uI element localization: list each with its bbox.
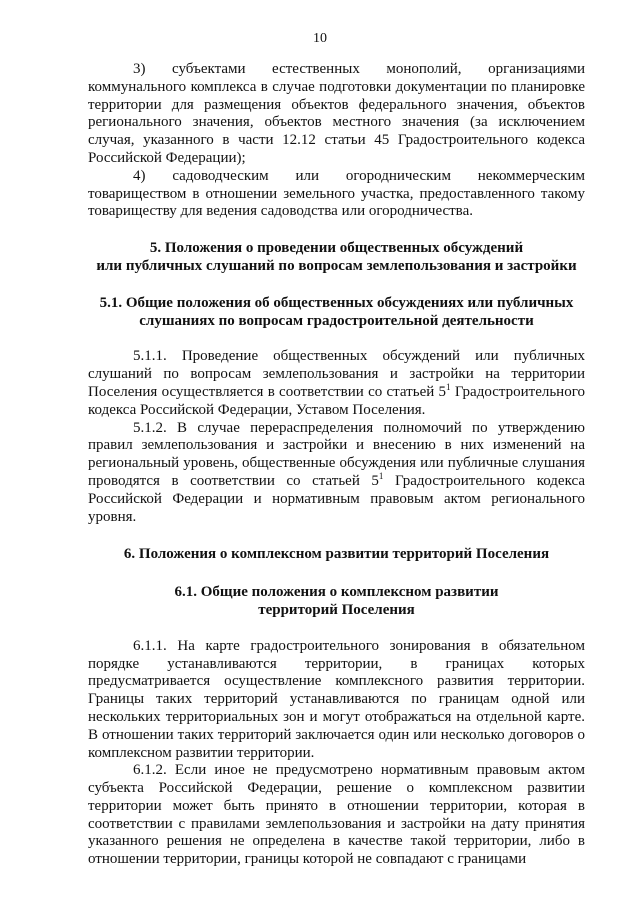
section-6-1-heading <box>88 584 585 620</box>
paragraph-5-1-2-tail: Градостроительного кодекса Российской Федерации и нормативным правовым актом регионального уровня. <box>88 472 585 525</box>
paragraph-6-1-2: 6.1.2. Если иное не предусмотрено нормативным правовым актом субъекта Российской Федерации, решение о комплексном развитии территории может быть принято в отношении территории, которая в соответствии с правилами землепользования и застройки на дату принятия указанного решения не определена в качестве такой территории, либо в отношении территории, границы которой не совпадают с границами <box>88 762 585 868</box>
section-5-1-heading-line-1: 5.1. Общие положения об общественных обсуждениях или публичных <box>99 294 574 311</box>
section-6-heading: 6. Положения о комплексном развитии территорий Поселения <box>123 546 550 563</box>
paragraph-5-1-1 <box>88 348 585 419</box>
section-6-1-heading-line-2: территорий Поселения <box>258 601 415 618</box>
paragraph-item-3: 3) субъектами естественных монополий, организациями коммунального комплекса в случае подготовки документации по планировке территории для размещения объектов федерального значения, объектов регионального значения, объектов местного значения (за исключением случая, указанного в части 12.12 статьи 45 Градостроительного кодекса Российской Федерации); <box>88 61 585 166</box>
paragraph-5-1-1-text: 5.1.1. Проведение общественных обсуждений или публичных слушаний по вопросам землепользования и застройки на территории Поселения осуществляется в соответствии со статьей 5 <box>88 348 585 400</box>
superscript-1: 1 <box>446 381 451 392</box>
paragraph-5-1-2 <box>88 420 585 527</box>
document-body <box>88 61 585 869</box>
section-5-heading-line-1: 5. Положения о проведении общественных обсуждений <box>149 240 524 257</box>
section-5-1-heading-line-2: слушаниях по вопросам градостроительной деятельности <box>139 312 534 329</box>
section-5-1-heading <box>88 295 585 331</box>
page-number: 10 <box>313 31 327 46</box>
paragraph-5-1-1-tail: Градостроительного кодекса Российской Федерации, Уставом Поселения. <box>88 383 585 418</box>
paragraph-item-4: 4) садоводческим или огородническим некоммерческим товариществом в отношении земельного участка, предоставленного такому товариществу для ведения садоводства или огородничества. <box>88 167 585 220</box>
paragraph-5-1-2-text: 5.1.2. В случае перераспределения полномочий по утверждению правил землепользования и застройки и внесению в них изменений на региональный уровень, общественные обсуждения или публичные слушания проводятся в соответствии со статьей 5 <box>88 419 585 489</box>
section-6-1-heading-line-1: 6.1. Общие положения о комплексном развитии <box>174 584 499 601</box>
section-5-heading-line-2: или публичных слушаний по вопросам землепользования и застройки <box>96 257 577 274</box>
paragraph-6-1-1: 6.1.1. На карте градостроительного зонирования в обязательном порядке устанавливаются территории, в границах которых предусматривается осуществление комплексного развития территории. Границы таких территорий устанавливаются по границам одной или нескольких территориальных зон и могут отображаться на отдельной карте. В отношении таких территорий заключается один или несколько договоров о комплексном развитии территории. <box>88 637 585 761</box>
superscript-1: 1 <box>378 470 384 481</box>
section-5-heading <box>88 240 585 276</box>
